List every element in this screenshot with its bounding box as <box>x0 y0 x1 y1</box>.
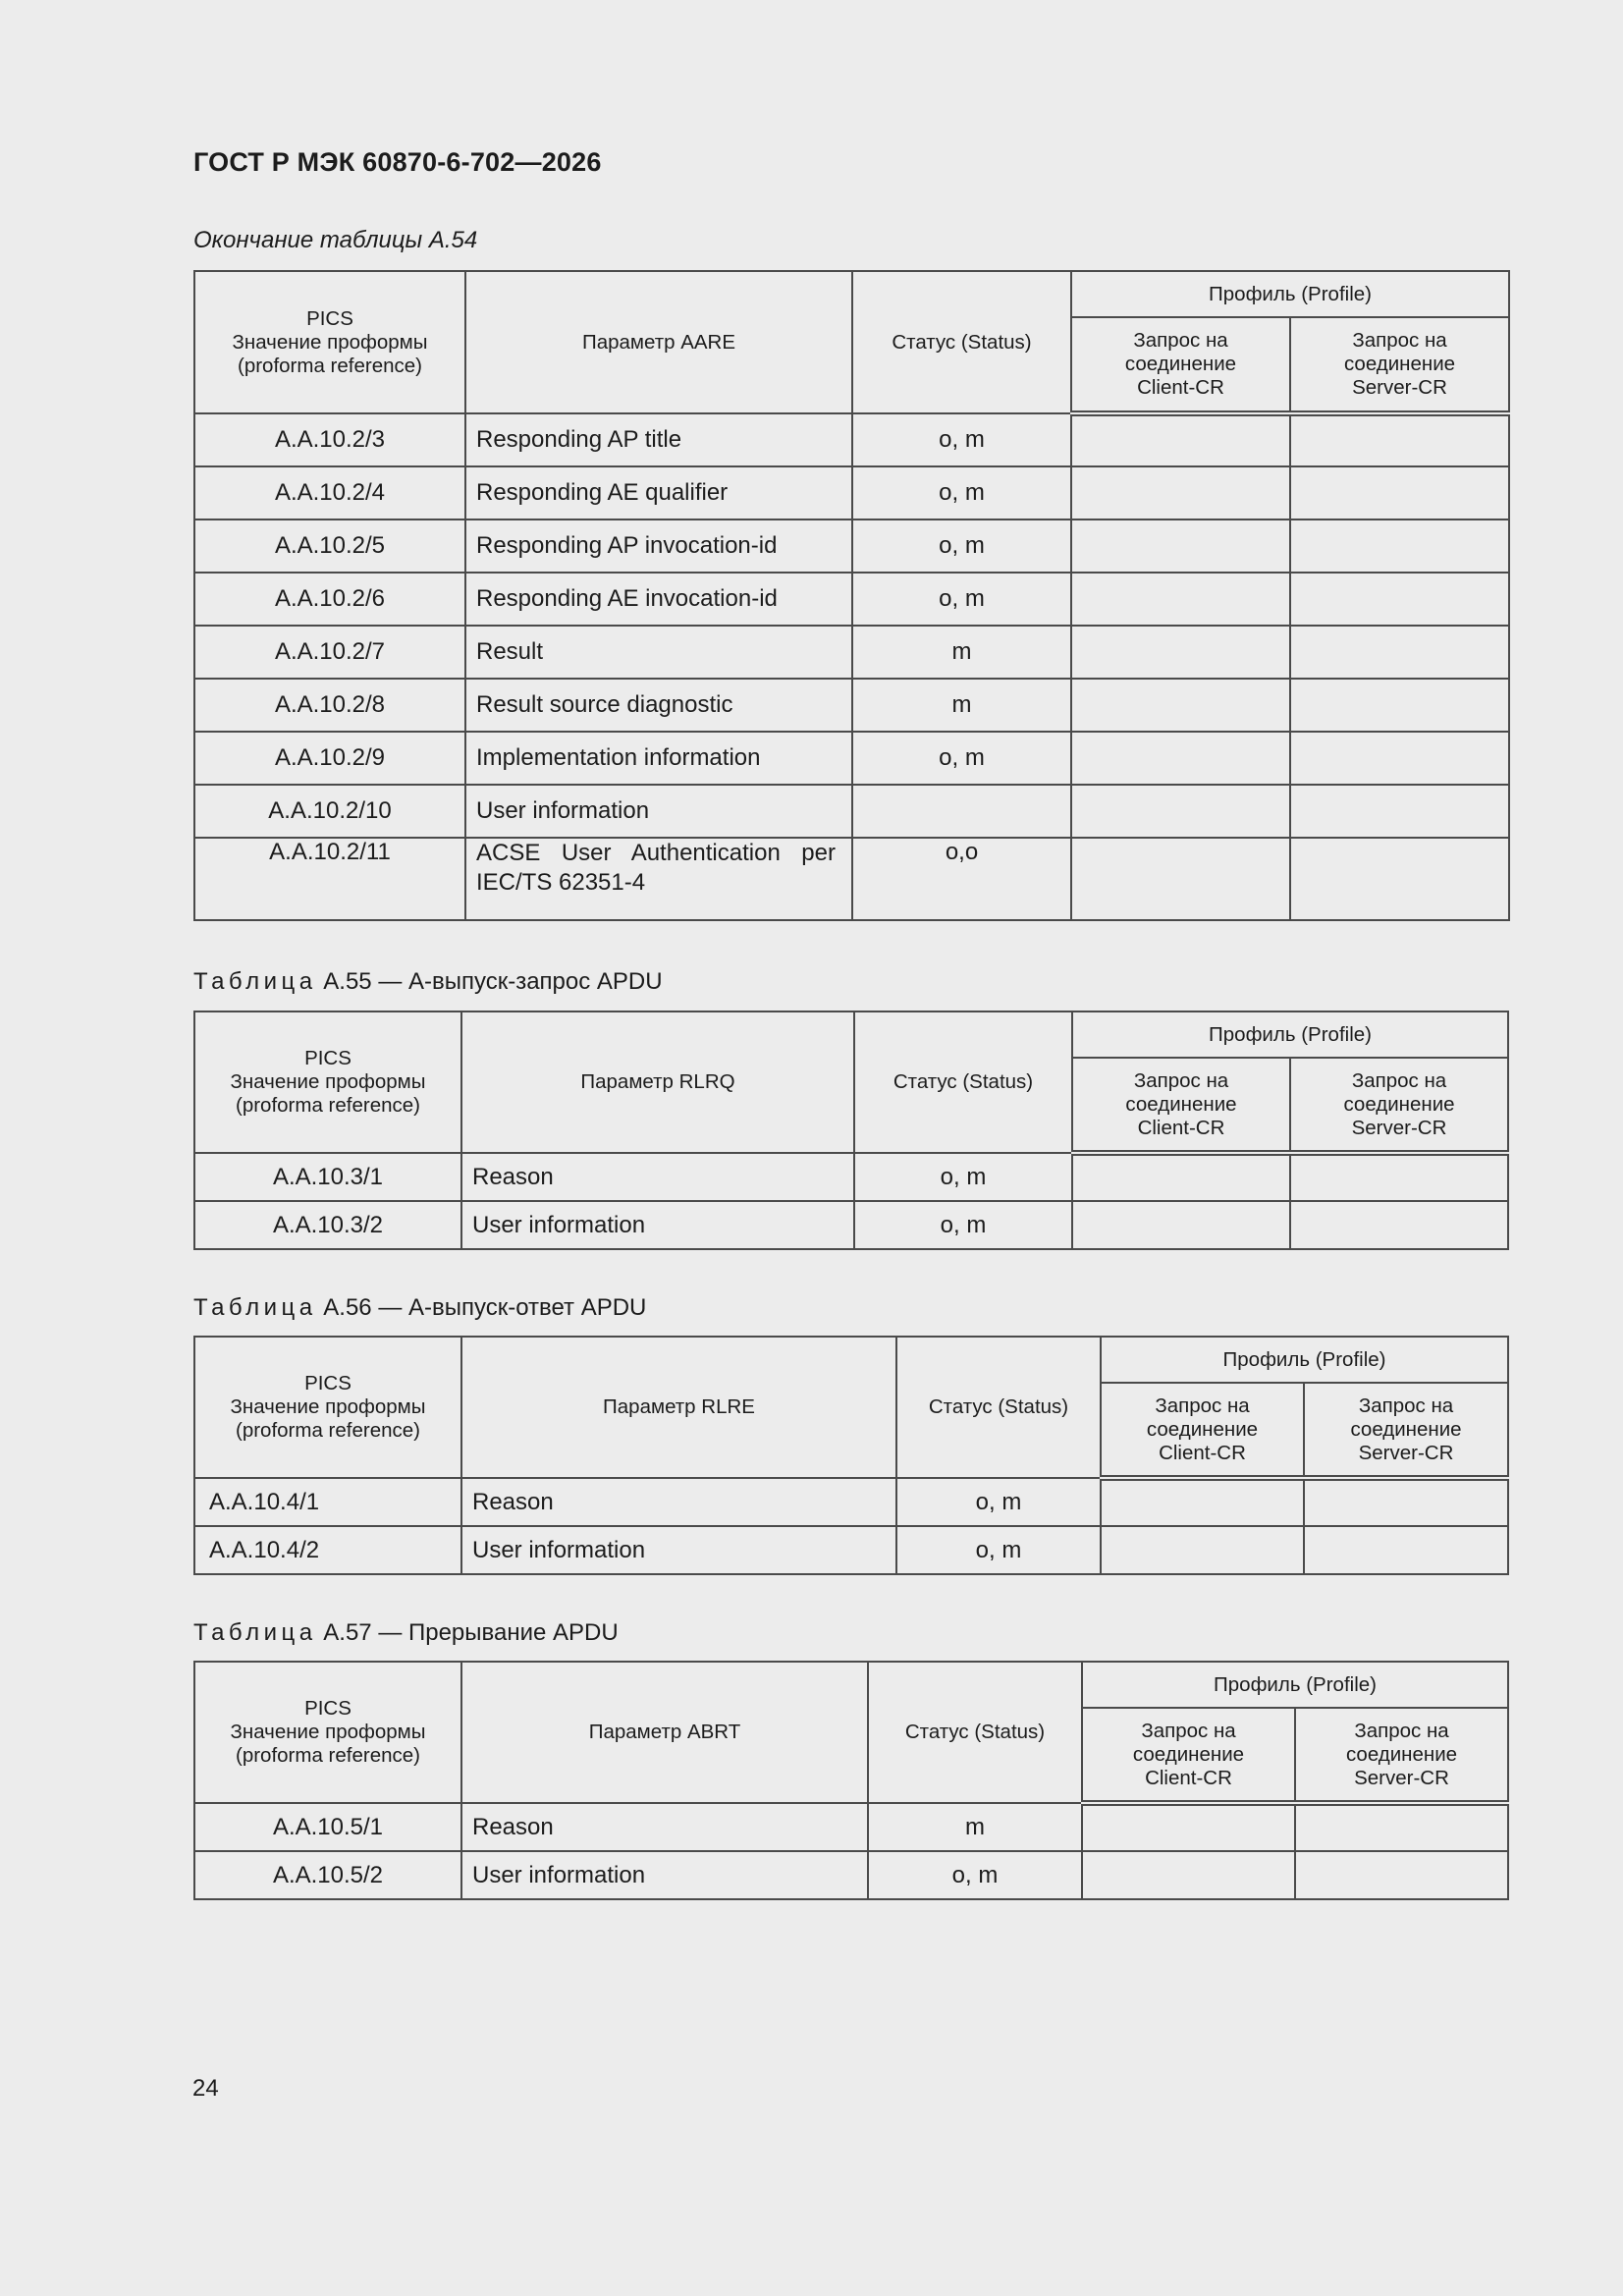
table-a56-caption <box>193 1294 646 1322</box>
pics-sub1: Значение проформы <box>232 330 428 354</box>
param-cell: Reason <box>461 1478 896 1526</box>
status-cell: o,o <box>852 838 1071 920</box>
server-cell <box>1295 1851 1508 1899</box>
param-cell: Responding AE qualifier <box>465 466 852 519</box>
page-number: 24 <box>192 2075 219 2102</box>
status-cell: o, m <box>896 1526 1101 1574</box>
document-header: ГОСТ Р МЭК 60870-6-702—2026 <box>193 147 602 177</box>
status-header: Статус (Status) <box>896 1337 1101 1478</box>
client-cr-l1: Запрос на <box>1133 329 1228 352</box>
server-cr-l1: Запрос на <box>1351 1068 1447 1092</box>
param-header: Параметр RLRQ <box>461 1011 854 1153</box>
pics-header <box>194 1337 461 1478</box>
profile-header: Профиль (Profile) <box>1071 271 1509 317</box>
table-row <box>194 413 1509 466</box>
server-cr-l1: Запрос на <box>1352 329 1447 352</box>
client-cr-l2: соединение <box>1132 1742 1245 1766</box>
param-header: Параметр ABRT <box>461 1662 868 1803</box>
table-row <box>194 1478 1508 1526</box>
client-cell <box>1071 466 1290 519</box>
client-cr-l2: соединение <box>1125 1092 1237 1116</box>
client-cell <box>1071 732 1290 785</box>
server-cr-l2: соединение <box>1350 1417 1462 1441</box>
table-row <box>194 732 1509 785</box>
status-cell: o, m <box>852 573 1071 626</box>
server-cr-l1: Запрос на <box>1358 1394 1454 1417</box>
status-cell: m <box>868 1803 1082 1851</box>
server-cr-l1: Запрос на <box>1354 1719 1449 1742</box>
profile-header: Профиль (Profile) <box>1072 1011 1508 1058</box>
table-row <box>194 519 1509 573</box>
server-cell <box>1295 1803 1508 1851</box>
server-cell <box>1290 413 1509 466</box>
param-cell: Reason <box>461 1803 868 1851</box>
status-cell: o, m <box>852 413 1071 466</box>
server-cr-l3: Server-CR <box>1351 1116 1447 1139</box>
client-cr-l3: Client-CR <box>1137 376 1224 399</box>
ref-cell: A.A.10.2/10 <box>194 785 465 838</box>
client-cell <box>1071 573 1290 626</box>
client-cr-l1: Запрос на <box>1141 1719 1236 1742</box>
client-cr-l3: Client-CR <box>1137 1116 1225 1139</box>
param-cell: Reason <box>461 1153 854 1201</box>
status-cell: o, m <box>854 1201 1072 1249</box>
server-cell <box>1290 466 1509 519</box>
caption-text: А.56 — А-выпуск-ответ APDU <box>323 1294 647 1321</box>
profile-header: Профиль (Profile) <box>1082 1662 1508 1708</box>
client-cr-l3: Client-CR <box>1159 1441 1246 1464</box>
param-cell: User information <box>465 785 852 838</box>
status-cell: o, m <box>852 519 1071 573</box>
table-row <box>194 1201 1508 1249</box>
client-cell <box>1071 519 1290 573</box>
status-cell <box>852 785 1071 838</box>
server-cr-header <box>1290 317 1509 413</box>
ref-cell: A.A.10.4/1 <box>194 1478 461 1526</box>
param-cell: Result source diagnostic <box>465 679 852 732</box>
client-cell <box>1071 626 1290 679</box>
table-a57 <box>193 1661 1509 1900</box>
server-cell <box>1290 838 1509 920</box>
table-row <box>194 785 1509 838</box>
status-header: Статус (Status) <box>868 1662 1082 1803</box>
table-a55-caption <box>193 968 663 996</box>
server-cell <box>1290 1153 1508 1201</box>
table-row <box>194 466 1509 519</box>
param-cell: Responding AP title <box>465 413 852 466</box>
client-cell <box>1082 1851 1295 1899</box>
table-row <box>194 1526 1508 1574</box>
param-header: Параметр RLRE <box>461 1337 896 1478</box>
table-row <box>194 838 1509 920</box>
continuation-caption: Окончание таблицы А.54 <box>193 227 478 253</box>
ref-cell: A.A.10.2/7 <box>194 626 465 679</box>
caption-word: Таблица <box>193 1619 317 1646</box>
pics-label: PICS <box>304 1372 352 1394</box>
server-cr-header <box>1304 1383 1508 1478</box>
param-cell: User information <box>461 1526 896 1574</box>
caption-text: А.55 — А-выпуск-запрос APDU <box>323 968 663 995</box>
status-cell: o, m <box>852 732 1071 785</box>
param-cell: User information <box>461 1201 854 1249</box>
pics-header <box>194 271 465 413</box>
client-cell <box>1071 679 1290 732</box>
server-cr-l3: Server-CR <box>1352 376 1447 399</box>
pics-label: PICS <box>306 306 353 330</box>
server-cr-l3: Server-CR <box>1354 1766 1449 1789</box>
table-a55 <box>193 1011 1509 1250</box>
pics-sub1: Значение проформы <box>230 1395 426 1418</box>
server-cell <box>1290 1201 1508 1249</box>
server-cell <box>1290 732 1509 785</box>
status-cell: m <box>852 626 1071 679</box>
client-cell <box>1072 1153 1290 1201</box>
param-cell: Responding AP invocation-id <box>465 519 852 573</box>
pics-header <box>194 1011 461 1153</box>
ref-cell: A.A.10.2/11 <box>194 838 465 920</box>
client-cell <box>1082 1803 1295 1851</box>
server-cell <box>1290 626 1509 679</box>
client-cell <box>1072 1201 1290 1249</box>
pics-sub1: Значение проформы <box>230 1721 426 1743</box>
ref-cell: A.A.10.2/9 <box>194 732 465 785</box>
param-cell: Responding AE invocation-id <box>465 573 852 626</box>
param-cell: Implementation information <box>465 732 852 785</box>
client-cr-l1: Запрос на <box>1133 1068 1229 1092</box>
status-cell: o, m <box>852 466 1071 519</box>
pics-sub2: (proforma reference) <box>236 1094 420 1117</box>
client-cell <box>1101 1526 1304 1574</box>
server-cell <box>1290 519 1509 573</box>
param-cell: Result <box>465 626 852 679</box>
server-cr-header <box>1290 1058 1508 1153</box>
server-cell <box>1290 785 1509 838</box>
table-row <box>194 1803 1508 1851</box>
client-cr-l3: Client-CR <box>1145 1766 1232 1789</box>
client-cell <box>1071 413 1290 466</box>
param-cell: User information <box>461 1851 868 1899</box>
caption-word: Таблица <box>193 1294 317 1321</box>
profile-header: Профиль (Profile) <box>1101 1337 1508 1383</box>
pics-label: PICS <box>304 1047 352 1069</box>
client-cell <box>1101 1478 1304 1526</box>
client-cr-header <box>1072 1058 1290 1153</box>
server-cell <box>1290 679 1509 732</box>
ref-cell: A.A.10.2/8 <box>194 679 465 732</box>
client-cr-header <box>1101 1383 1304 1478</box>
server-cell <box>1304 1526 1508 1574</box>
pics-sub2: (proforma reference) <box>236 1744 420 1767</box>
param-header: Параметр AARE <box>465 271 852 413</box>
ref-cell: A.A.10.3/2 <box>194 1201 461 1249</box>
caption-word: Таблица <box>193 968 317 995</box>
server-cr-l2: соединение <box>1345 1742 1458 1766</box>
server-cr-l2: соединение <box>1343 1092 1455 1116</box>
table-row <box>194 626 1509 679</box>
status-header: Статус (Status) <box>854 1011 1072 1153</box>
ref-cell: A.A.10.2/4 <box>194 466 465 519</box>
server-cr-l2: соединение <box>1343 353 1456 375</box>
client-cell <box>1071 785 1290 838</box>
table-row <box>194 573 1509 626</box>
pics-sub1: Значение проформы <box>230 1070 426 1093</box>
server-cr-l3: Server-CR <box>1358 1441 1454 1464</box>
ref-cell: A.A.10.3/1 <box>194 1153 461 1201</box>
status-cell: o, m <box>868 1851 1082 1899</box>
ref-cell: A.A.10.2/5 <box>194 519 465 573</box>
table-row <box>194 679 1509 732</box>
table-a56 <box>193 1336 1509 1575</box>
ref-cell: A.A.10.2/6 <box>194 573 465 626</box>
client-cr-header <box>1071 317 1290 413</box>
caption-text: А.57 — Прерывание APDU <box>323 1619 619 1646</box>
status-cell: o, m <box>854 1153 1072 1201</box>
server-cell <box>1304 1478 1508 1526</box>
server-cell <box>1290 573 1509 626</box>
status-header: Статус (Status) <box>852 271 1071 413</box>
table-row <box>194 1851 1508 1899</box>
param-cell: ACSE User Authentication per IEC/TS 62351-4 <box>465 838 852 920</box>
server-cr-header <box>1295 1708 1508 1803</box>
pics-header <box>194 1662 461 1803</box>
pics-sub2: (proforma reference) <box>236 1419 420 1442</box>
client-cr-l1: Запрос на <box>1155 1394 1250 1417</box>
ref-cell: A.A.10.4/2 <box>194 1526 461 1574</box>
table-a54 <box>193 270 1510 921</box>
ref-cell: A.A.10.5/2 <box>194 1851 461 1899</box>
pics-label: PICS <box>304 1697 352 1720</box>
client-cr-header <box>1082 1708 1295 1803</box>
table-row <box>194 1153 1508 1201</box>
status-cell: m <box>852 679 1071 732</box>
client-cr-l2: соединение <box>1146 1417 1259 1441</box>
pics-sub2: (proforma reference) <box>238 354 422 377</box>
ref-cell: A.A.10.5/1 <box>194 1803 461 1851</box>
ref-cell: A.A.10.2/3 <box>194 413 465 466</box>
table-a57-caption <box>193 1619 619 1647</box>
status-cell: o, m <box>896 1478 1101 1526</box>
client-cr-l2: соединение <box>1124 353 1237 375</box>
client-cell <box>1071 838 1290 920</box>
